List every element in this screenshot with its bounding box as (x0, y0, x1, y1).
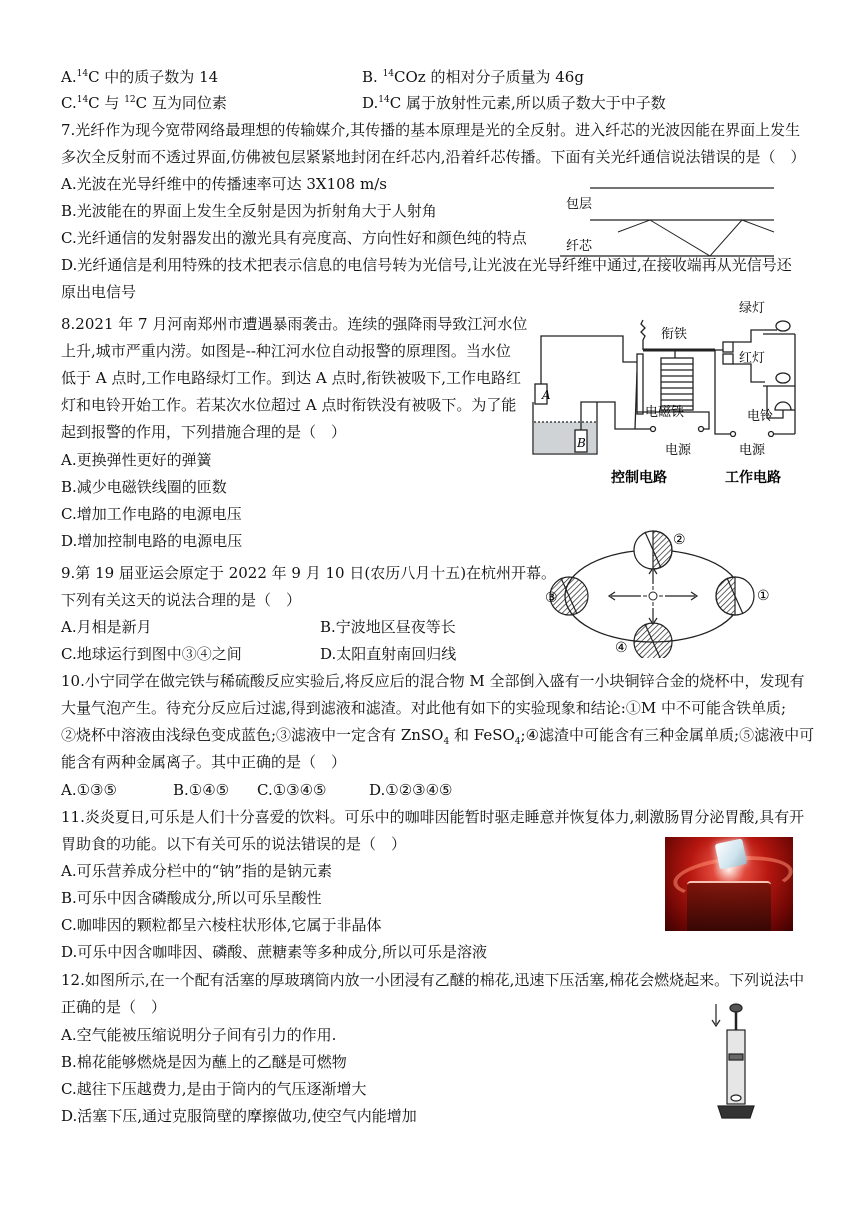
q12-stem-line-2: 正确的是（ ） (61, 998, 167, 1016)
core-label: 纤芯 (566, 239, 593, 254)
cladding-label: 包层 (566, 197, 593, 212)
orbit-position-3: ③ (545, 590, 558, 606)
electromagnet-label: 电磁铁 (645, 405, 685, 420)
control-circuit-label: 控制电路 (611, 470, 667, 486)
q10-option-b: B.①④⑤ (173, 781, 230, 799)
q6-option-d: D.$^{14}$C 属于放射性元素,所以质子数大于中子数 (362, 94, 666, 112)
green-light-label: 绿灯 (739, 301, 766, 316)
armature-label: 衔铁 (661, 327, 688, 342)
q7-option-c: C.光纤通信的发射器发出的激光具有亮度高、方向性好和颜色纯的特点 (61, 229, 527, 247)
q8-option-c: C.增加工作电路的电源电压 (61, 505, 242, 523)
cola-glass (687, 881, 771, 931)
q9-option-d: D.太阳直射南回归线 (320, 645, 457, 663)
q8-stem-line-5: 起到报警的作用，下列措施合理的是（ ） (61, 423, 347, 441)
point-a-label: A (542, 388, 551, 402)
q9-option-c: C.地球运行到图中③④之间 (61, 645, 242, 663)
q12-option-a: A.空气能被压缩说明分子间有引力的作用. (61, 1026, 337, 1044)
red-light-label: 红灯 (739, 351, 766, 366)
q10-stem-line-3: ②烧杯中溶液由浅绿色变成蓝色;③滤液中一定含有 ZnSO$_4$ 和 FeSO$_4$;④滤渣中可能含有三种金属单质;⑤滤液中可 (61, 726, 815, 747)
q9-option-b: B.宁波地区昼夜等长 (320, 618, 456, 636)
point-b-label: B (577, 436, 586, 450)
q10-stem-line-1: 10.小宁同学在做完铁与稀硫酸反应实验后,将反应后的混合物 M 全部倒入盛有一小块铜锌合金的烧杯中，发现有 (61, 672, 805, 690)
optical-fiber-diagram (560, 180, 790, 260)
q6-option-c: C.$^{14}$C 与 $^{12}$C 互为同位素 (61, 94, 227, 112)
q11-option-d: D.可乐中因含咖啡因、磷酸、蔗糖素等多种成分,所以可乐是溶液 (61, 943, 488, 961)
q8-stem-line-4: 灯和电铃开始工作。若某次水位超过 A 点时衔铁没有被吸下。为了能 (61, 396, 517, 414)
q12-stem-line-1: 12.如图所示,在一个配有活塞的厚玻璃筒内放一小团浸有乙醚的棉花,迅速下压活塞,棉花会燃烧起来。下列说法中 (61, 971, 805, 989)
q11-option-a: A.可乐营养成分栏中的“钠”指的是钠元素 (61, 862, 332, 880)
q12-option-b: B.棉花能够燃烧是因为蘸上的乙醚是可燃物 (61, 1053, 347, 1071)
q12-option-c: C.越往下压越费力,是由于筒内的气压逐渐增大 (61, 1080, 367, 1098)
q6-option-b: B. $^{14}$COz 的相对分子质量为 46g (362, 68, 584, 86)
piston-cylinder-diagram (708, 1002, 758, 1124)
earth-orbit-diagram (545, 528, 775, 658)
q8-stem-line-2: 上升,城市严重内涝。如图是--种江河水位自动报警的原理图。当水位 (61, 342, 511, 360)
q11-option-b: B.可乐中因含磷酸成分,所以可乐呈酸性 (61, 889, 322, 907)
q6-option-a: A.$^{14}$C 中的质子数为 14 (61, 68, 219, 86)
cola-photo (665, 837, 793, 931)
q7-stem-line-1: 7.光纤作为现今宽带网络最理想的传输媒介,其传播的基本原理是光的全反射。进入纤芯的光波因能在界面上发生 (61, 121, 801, 139)
q10-option-d: D.①②③④⑤ (369, 781, 453, 799)
q7-option-d-line-2: 原出电信号 (61, 283, 137, 301)
q8-stem-line-1: 8.2021 年 7 月河南郑州市遭遇暴雨袭击。连续的强降雨导致江河水位 (61, 315, 528, 333)
q10-stem-line-4: 能含有两种金属离子。其中正确的是（ ） (61, 753, 347, 771)
orbit-position-1: ① (757, 588, 770, 604)
q8-option-d: D.增加控制电路的电源电压 (61, 532, 243, 550)
q11-stem-line-1: 11.炎炎夏日,可乐是人们十分喜爱的饮料。可乐中的咖啡因能暂时驱走睡意并恢复体力,刺激肠胃分泌胃酸,具有开 (61, 808, 805, 826)
q10-stem-line-2: 大量气泡产生。待充分反应后过滤,得到滤液和滤渣。对此他有如下的实验现象和结论:①M 中不可能含铁单质; (61, 699, 787, 717)
q10-option-c: C.①③④⑤ (257, 781, 327, 799)
q9-option-a: A.月相是新月 (61, 618, 152, 636)
q7-option-b: B.光波能在的界面上发生全反射是因为折射角大于人射角 (61, 202, 437, 220)
work-circuit-label: 工作电路 (725, 470, 781, 486)
control-power-label: 电源 (665, 443, 692, 458)
orbit-position-2: ② (673, 532, 686, 548)
q9-stem-line-2: 下列有关这天的说法合理的是（ ） (61, 591, 302, 609)
orbit-position-4: ④ (615, 640, 628, 656)
q9-stem-line-1: 9.第 19 届亚运会原定于 2022 年 9 月 10 日(农历八月十五)在杭州开幕。 (61, 564, 557, 582)
bell-label: 电铃 (747, 409, 774, 424)
q8-stem-line-3: 低于 A 点时,工作电路绿灯工作。到达 A 点时,衔铁被吸下,工作电路红 (61, 369, 522, 387)
water-level-alarm-circuit (525, 292, 800, 492)
work-power-label: 电源 (739, 443, 766, 458)
q8-option-a: A.更换弹性更好的弹簧 (61, 451, 212, 469)
q11-stem-line-2: 胃助食的功能。以下有关可乐的说法错误的是（ ） (61, 835, 407, 853)
q7-stem-line-2: 多次全反射而不透过界面,仿佛被包层紧紧地封闭在纤芯内,沿着纤芯传播。下面有关光纤通信说法错误的是（ ） (61, 148, 806, 166)
q12-option-d: D.活塞下压,通过克服筒壁的摩擦做功,使空气内能增加 (61, 1107, 417, 1125)
q7-option-d-line-1: D.光纤通信是利用特殊的技术把表示信息的电信号转为光信号,让光波在光导纤维中通过,在接收端再从光信号还 (61, 256, 792, 274)
q7-option-a: A.光波在光导纤维中的传播速率可达 3X108 m/s (61, 175, 387, 193)
q10-option-a: A.①③⑤ (61, 781, 117, 799)
q11-option-c: C.咖啡因的颗粒都呈六棱柱状形体,它属于非晶体 (61, 916, 382, 934)
q8-option-b: B.减少电磁铁线圈的匝数 (61, 478, 227, 496)
